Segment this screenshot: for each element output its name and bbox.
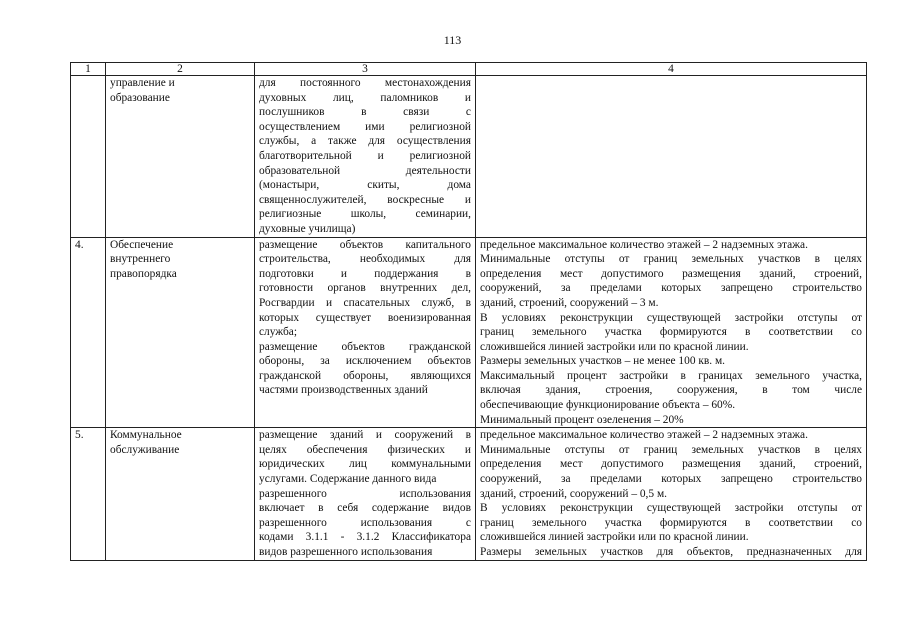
description-line: священнослужителей, воскресные и bbox=[259, 193, 471, 206]
parameter-line: Минимальные отступы от границ земельных участков в целях bbox=[480, 253, 862, 266]
description-line: размещение объектов гражданской bbox=[259, 340, 471, 353]
use-name-cell bbox=[106, 428, 255, 560]
parameter-line: обеспечивающие функционирование объекта – 60%. bbox=[480, 399, 736, 412]
description-line: включает в себя содержание видов bbox=[259, 502, 471, 515]
parameter-line: Минимальный процент озеленения – 20% bbox=[480, 413, 684, 426]
table-row bbox=[71, 76, 867, 238]
description-line: услугами. Содержание данного вида bbox=[259, 473, 437, 486]
table-body bbox=[71, 76, 867, 561]
use-description-cell bbox=[255, 428, 476, 560]
use-name-line: внутреннего bbox=[110, 253, 171, 266]
description-line: Росгвардии и спасательных служб, в bbox=[259, 296, 471, 309]
parameters-cell bbox=[476, 428, 867, 560]
description-line: послушников в связи с bbox=[259, 106, 471, 119]
column-header-3: 3 bbox=[255, 63, 476, 76]
table-row bbox=[71, 237, 867, 428]
description-line: готовности органов внутренних дел, bbox=[259, 282, 471, 295]
use-description-cell bbox=[255, 76, 476, 238]
parameters-cell bbox=[476, 76, 867, 238]
use-name-cell bbox=[106, 76, 255, 238]
table-header-row bbox=[71, 63, 867, 76]
row-number-cell: 4. bbox=[71, 237, 106, 428]
description-line: гражданской обороны, являющихся bbox=[259, 369, 471, 382]
description-line: разрешенного использования с bbox=[259, 516, 471, 529]
description-line: частями производственных зданий bbox=[259, 384, 428, 397]
use-name-line: обслуживание bbox=[110, 443, 180, 456]
description-line: разрешенного использования bbox=[259, 487, 471, 500]
use-name-line: правопорядка bbox=[110, 267, 177, 280]
use-name-line: Обеспечение bbox=[110, 238, 174, 251]
description-line: размещение зданий и сооружений в bbox=[259, 429, 471, 442]
parameter-line: зданий, строений, сооружений – 3 м. bbox=[480, 296, 659, 309]
parameter-line: определения мест допустимого размещения зданий, строений, bbox=[480, 458, 862, 471]
parameter-line: сооружений, за пределами которых запрещено строительство bbox=[480, 473, 862, 486]
description-line: образовательной деятельности bbox=[259, 164, 471, 177]
description-line: обороны, за исключением объектов bbox=[259, 355, 471, 368]
description-line: службы, а также для осуществления bbox=[259, 135, 471, 148]
description-line: юридических лиц коммунальными bbox=[259, 458, 471, 471]
parameter-line: Минимальные отступы от границ земельных участков в целях bbox=[480, 443, 862, 456]
parameter-line: В условиях реконструкции существующей застройки отступы от bbox=[480, 311, 862, 324]
parameter-line: определения мест допустимого размещения зданий, строений, bbox=[480, 267, 862, 280]
description-line: благотворительной и религиозной bbox=[259, 149, 471, 162]
parameter-line: границ земельного участка формируются в соответствии со bbox=[480, 516, 862, 529]
description-line: строительства, необходимых для bbox=[259, 253, 471, 266]
use-name-line: управление и bbox=[110, 77, 175, 89]
parameters-cell bbox=[476, 237, 867, 428]
parameter-line: предельное максимальное количество этажей – 2 надземных этажа. bbox=[480, 238, 808, 251]
description-line: (монастыри, скиты, дома bbox=[259, 179, 471, 192]
use-name-cell bbox=[106, 237, 255, 428]
parameter-line: Максимальный процент застройки в границах земельного участка, bbox=[480, 369, 862, 382]
row-number-cell bbox=[71, 76, 106, 238]
description-line: духовные училища) bbox=[259, 222, 356, 235]
use-name-line: Коммунальное bbox=[110, 429, 182, 442]
description-line: подготовки и поддержания в bbox=[259, 267, 471, 280]
parameter-line: Размеры земельных участков для объектов, предназначенных для bbox=[480, 546, 862, 558]
use-name-line: образование bbox=[110, 91, 170, 104]
description-line: осуществлением ими религиозной bbox=[259, 120, 471, 133]
parameter-line: сложившейся линией застройки или по красной линии. bbox=[480, 531, 749, 544]
column-header-1: 1 bbox=[71, 63, 106, 76]
description-line: религиозные школы, семинарии, bbox=[259, 208, 471, 221]
row-number-cell: 5. bbox=[71, 428, 106, 560]
description-line: которых существует военизированная bbox=[259, 311, 471, 324]
parameter-line: Размеры земельных участков – не менее 100 кв. м. bbox=[480, 355, 726, 368]
parameter-line: границ земельного участка формируются в соответствии со bbox=[480, 326, 862, 339]
parameter-line: В условиях реконструкции существующей застройки отступы от bbox=[480, 502, 862, 515]
description-line: духовных лиц, паломников и bbox=[259, 91, 471, 104]
parameter-line: сооружений, за пределами которых запрещено строительство bbox=[480, 282, 862, 295]
description-line: целях обеспечения физических и bbox=[259, 443, 471, 456]
land-use-table bbox=[70, 62, 867, 561]
use-description-cell bbox=[255, 237, 476, 428]
description-line: служба; bbox=[259, 326, 298, 339]
description-line: размещение объектов капитального bbox=[259, 238, 471, 251]
description-line: кодами 3.1.1 - 3.1.2 Классификатора bbox=[259, 531, 471, 544]
table-row bbox=[71, 428, 867, 560]
parameter-line: предельное максимальное количество этажей – 2 надземных этажа. bbox=[480, 429, 808, 442]
description-line: для постоянного местонахождения bbox=[259, 77, 471, 89]
parameter-line: включая здания, строения, сооружения, в том числе bbox=[480, 384, 862, 397]
column-header-4: 4 bbox=[476, 63, 867, 76]
description-line: видов разрешенного использования bbox=[259, 546, 433, 558]
parameter-line: сложившейся линией застройки или по красной линии. bbox=[480, 340, 749, 353]
parameter-line: зданий, строений, сооружений – 0,5 м. bbox=[480, 487, 667, 500]
column-header-2: 2 bbox=[106, 63, 255, 76]
page-number: 113 bbox=[443, 33, 462, 47]
